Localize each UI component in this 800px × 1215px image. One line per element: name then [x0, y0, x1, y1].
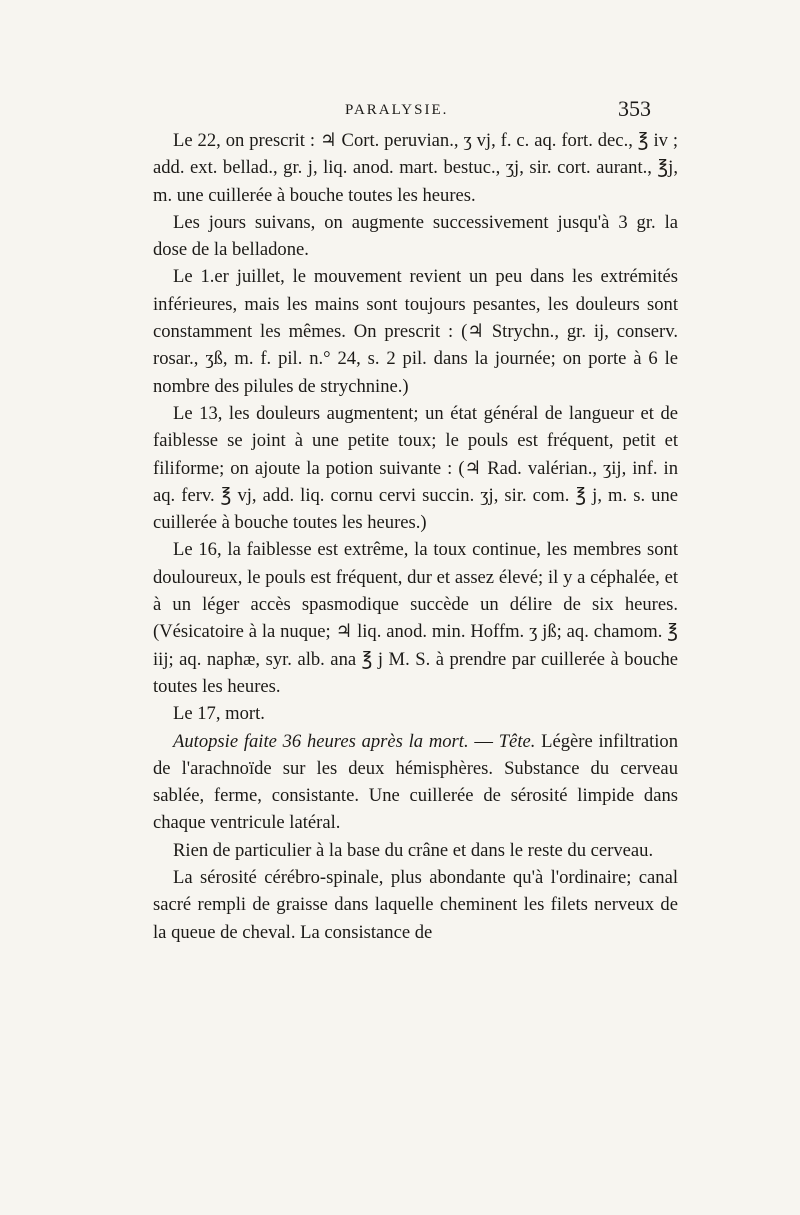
running-head: PARALYSIE. — [345, 102, 449, 118]
paragraph: Le 17, mort. — [173, 703, 265, 725]
autopsy-text: Légère infiltration de l'arachnoïde sur les deux hémisphères. Substance du cerveau sablée, ferme, consistante. Une cuillerée de sérosité limpide dans chaque ventricule latéral. — [153, 730, 679, 834]
autopsy-dash: — — [468, 730, 499, 752]
autopsy-section: Tête. — [498, 730, 536, 752]
paragraph: Le 13, les douleurs augmentent; un état général de langueur et de faiblesse se joint à une petite toux; le pouls est fréquent, petit et filiforme; on ajoute la potion suivante : (♃ Rad. valérian., ʒij, inf. in aq. ferv. ℥ vj, add. liq. cornu cervi succin. ʒj, sir. com. ℥ j, m. s. une cuillerée à bouche toutes les heures.) — [153, 402, 678, 534]
page-number: 353 — [618, 96, 651, 121]
autopsy-heading: Autopsie faite 36 heures après la mort. — [173, 730, 469, 752]
page-header — [0, 96, 800, 126]
paragraph: Le 16, la faiblesse est extrême, la toux continue, les membres sont douloureux, le pouls est fréquent, dur et assez élevé; il y a céphalée, et à un léger accès spasmodique succède un délire de six heures. (Vésicatoire à la nuque; ♃ liq. anod. min. Hoffm. ʒ jß; aq. chamom. ℥ iij; aq. naphæ, syr. alb. ana ℥ j M. S. à prendre par cuillerée à bouche toutes les heures. — [153, 539, 678, 697]
paragraph: Le 1.er juillet, le mouvement revient un peu dans les extrémités inférieures, mais les mains sont toujours pesantes, les douleurs sont constamment les mêmes. On prescrit : (♃ Strychn., gr. ij, conserv. rosar., ʒß, m. f. pil. n.° 24, s. 2 pil. dans la journée; on porte à 6 le nombre des pilules de strychnine.) — [153, 266, 678, 397]
autopsy-paragraph — [153, 728, 678, 837]
paragraph: La sérosité cérébro-spinale, plus abondante qu'à l'ordinaire; canal sacré rempli de graisse dans laquelle cheminent les filets nerveux de la queue de cheval. La consistance de — [153, 867, 678, 943]
paragraph: Le 22, on prescrit : ♃ Cort. peruvian., ʒ vj, f. c. aq. fort. dec., ℥ iv ; add. ext. bellad., gr. j, liq. anod. mart. bestuc., ʒj, sir. cort. aurant., ℥j, m. une cuillerée à bouche toutes les heures. — [153, 130, 678, 206]
paragraph: Les jours suivans, on augmente successivement jusqu'à 3 gr. la dose de la belladone. — [153, 211, 678, 261]
page-body — [153, 127, 678, 946]
paragraph: Rien de particulier à la base du crâne et dans le reste du cerveau. — [173, 839, 654, 861]
